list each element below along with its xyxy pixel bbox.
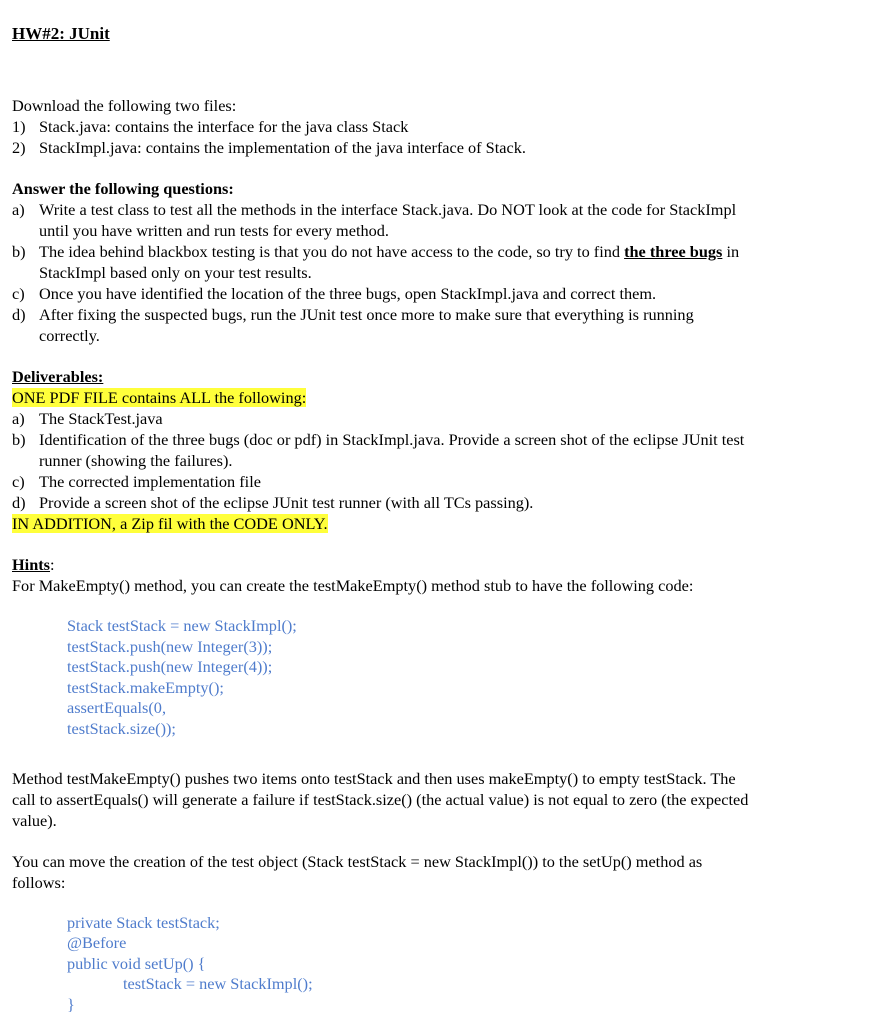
code-line: } xyxy=(67,994,75,1014)
list-item: a) Write a test class to test all the methods in the interface Stack.java. Do NOT look at the code for StackImpl until you have written and run tests for every method. xyxy=(12,200,737,240)
code-line: testStack.size()); xyxy=(67,718,176,738)
code-line: Stack testStack = new StackImpl(); xyxy=(67,616,297,635)
questions-list xyxy=(12,199,862,346)
list-item: 2) StackImpl.java: contains the implementation of the java interface of Stack. xyxy=(12,138,526,157)
hints-section: Hints: For MakeEmpty() method, you can create the testMakeEmpty() method stub to have the following code: Stack testStack = new StackImpl(); testStack.push(new Integer(3)); testStack.push(new Integer(4)); testStack.makeEmpty(); assertEquals(0, testStack.size()); Method testMakeEmpty() pushes two items onto testStack and then uses makeEmpty() to empty testStack. The call to assertEquals() will generate a failure if testStack.size() (the actual value) is not equal to zero (the expected value). You can move the creation of the test object (Stack testStack = new StackImpl()) to the setUp() method as follows: private Stack testStack; @Before public void setUp() { testStack = new StackImpl(); } xyxy=(12,554,862,1016)
code-line: testStack.makeEmpty(); xyxy=(67,677,224,697)
hints-lead: For MakeEmpty() method, you can create the testMakeEmpty() method stub to have the following code: xyxy=(12,576,694,595)
list-item: 1) Stack.java: contains the interface for the java class Stack xyxy=(12,117,409,136)
code-snippet-make-empty xyxy=(12,616,862,740)
deliverables-list xyxy=(12,408,862,513)
deliverables-section xyxy=(12,366,862,534)
list-item: a) The StackTest.java xyxy=(12,409,163,428)
emphasis-three-bugs: the three bugs xyxy=(624,242,723,261)
list-item: b) The idea behind blackbox testing is that you do not have access to the code, so try to find the three bugs in StackImpl based only on your test results. xyxy=(12,242,740,282)
page-title: HW#2: JUnit xyxy=(12,24,110,43)
list-item: d) After fixing the suspected bugs, run the JUnit test once more to make sure that everything is running correctly. xyxy=(12,305,694,345)
code-snippet-setup xyxy=(12,913,862,1016)
code-line: testStack.push(new Integer(4)); xyxy=(67,657,273,677)
setup-paragraph: You can move the creation of the test object (Stack testStack = new StackImpl()) to the setUp() method as follows: xyxy=(12,851,703,892)
hints-heading: Hints xyxy=(12,555,51,574)
explanation-paragraph: Method testMakeEmpty() pushes two items onto testStack and then uses makeEmpty() to empty testStack. The call to assertEquals() will generate a failure if testStack.size() (the actual value) is not equal to zero (the expected value). xyxy=(12,768,749,830)
intro-lead: Download the following two files: xyxy=(12,96,237,115)
code-line: testStack = new StackImpl(); xyxy=(123,974,313,994)
list-item: b) Identification of the three bugs (doc or pdf) in StackImpl.java. Provide a screen shot of the eclipse JUnit test runner (showing the failures). xyxy=(12,430,745,470)
highlight-zip-requirement: IN ADDITION, a Zip fil with the CODE ONLY. xyxy=(12,514,328,533)
deliverables-heading: Deliverables: xyxy=(12,367,104,386)
list-item: c) The corrected implementation file xyxy=(12,472,261,491)
code-line: @Before xyxy=(67,933,127,953)
intro-section xyxy=(12,95,862,158)
list-item: d) Provide a screen shot of the eclipse JUnit test runner (with all TCs passing). xyxy=(12,493,534,512)
list-item: c) Once you have identified the location of the three bugs, open StackImpl.java and correct them. xyxy=(12,284,657,303)
code-line: private Stack testStack; xyxy=(67,912,220,932)
questions-section xyxy=(12,178,862,346)
highlight-pdf-requirement: ONE PDF FILE contains ALL the following: xyxy=(12,388,307,407)
document-page xyxy=(12,24,862,1016)
code-line: public void setUp() { xyxy=(67,953,206,973)
questions-heading: Answer the following questions: xyxy=(12,179,234,198)
file-list xyxy=(12,116,862,158)
code-line: testStack.push(new Integer(3)); xyxy=(67,636,273,656)
code-line: assertEquals(0, xyxy=(67,698,167,718)
